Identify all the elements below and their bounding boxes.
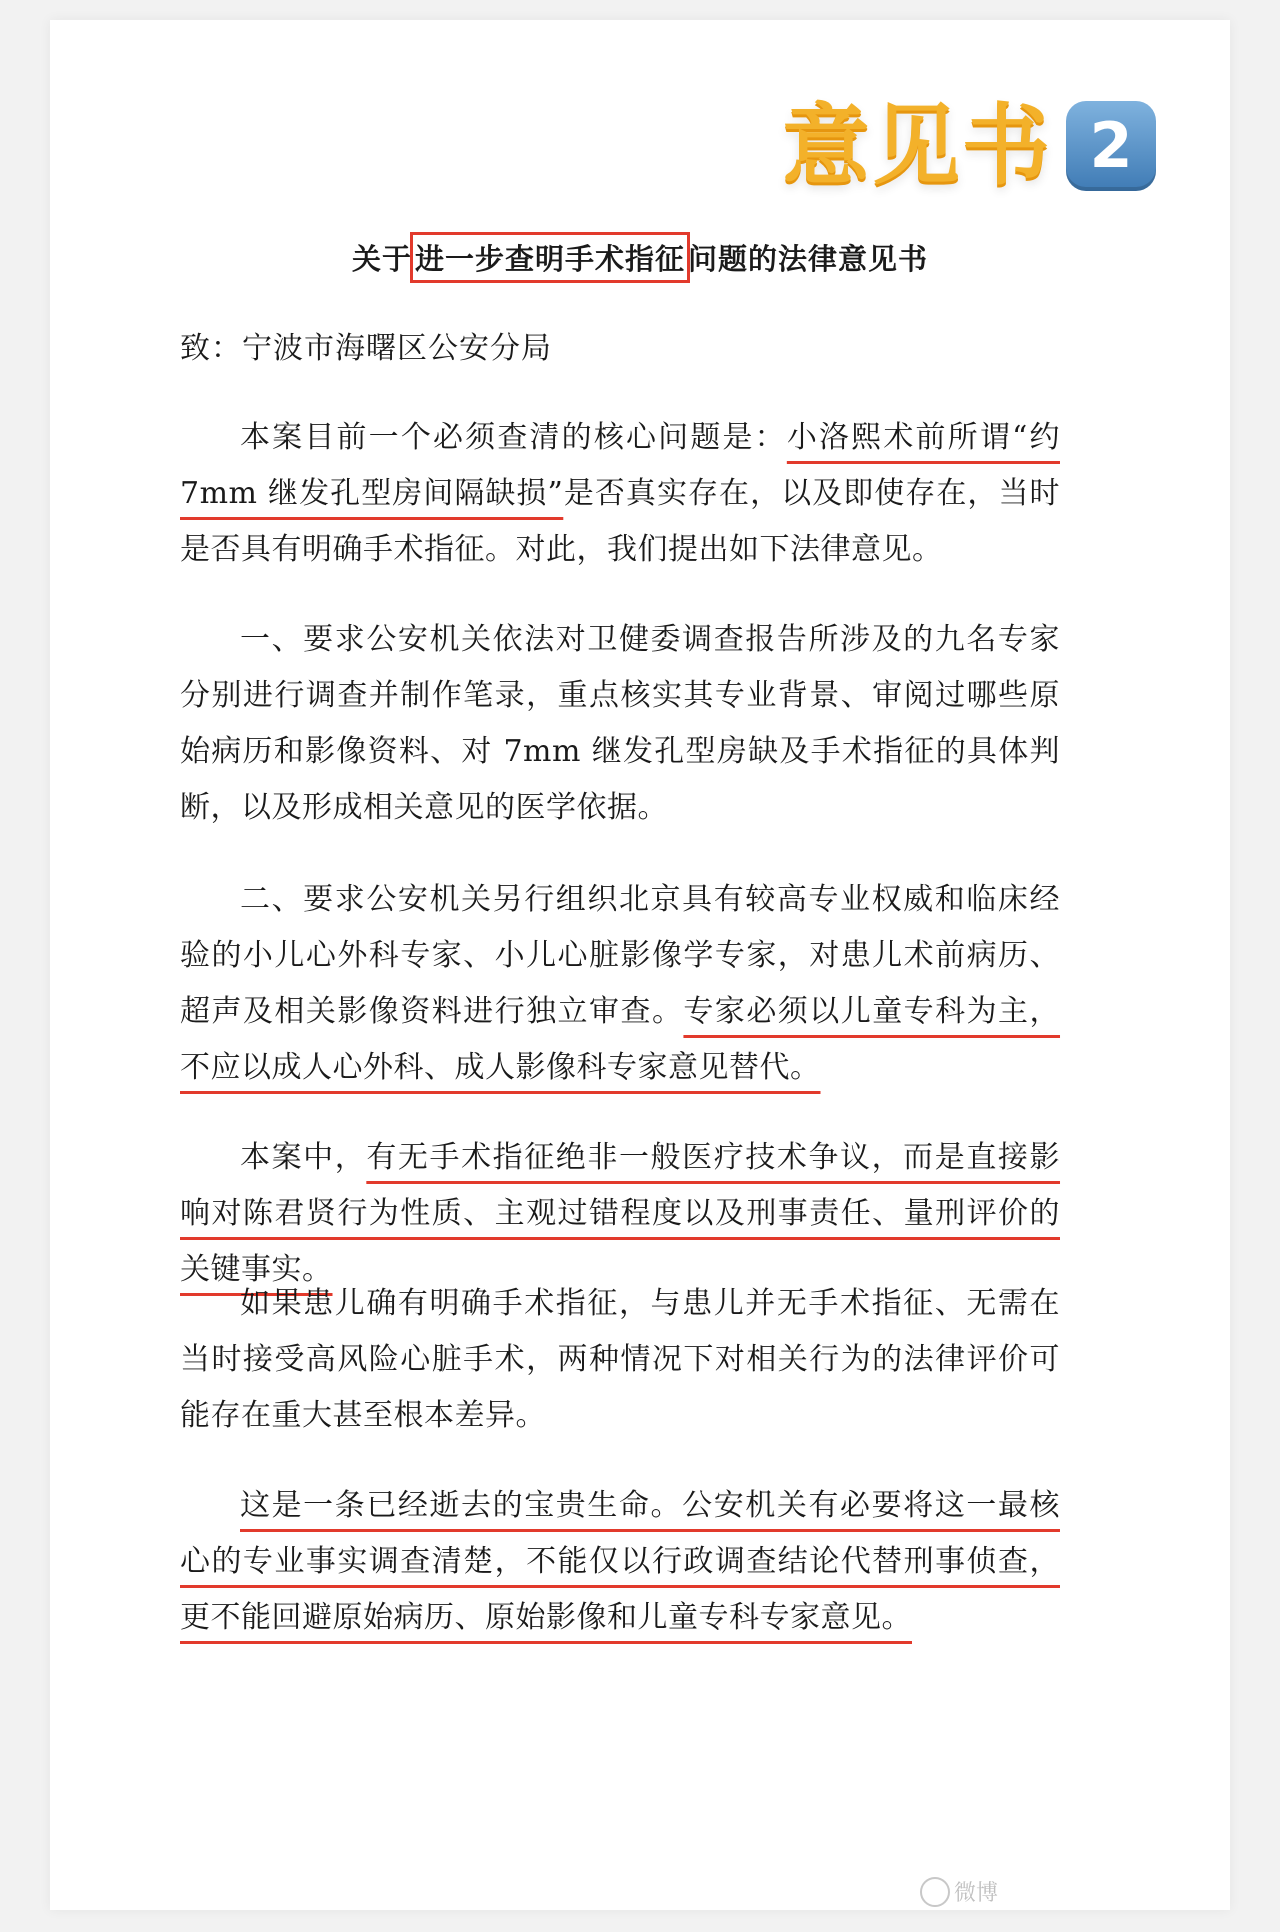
paragraph-key-fact xyxy=(180,1130,1060,1298)
underlined-text: 专家必须以儿童专科为主，不应以成人心外科、成人影像科专家意见替代。 xyxy=(180,994,1061,1085)
title-prefix: 关于 xyxy=(351,242,412,276)
title-suffix: 问题的法律意见书 xyxy=(688,242,929,276)
watermark-text: 微博 xyxy=(954,1881,999,1906)
addressee: 致：宁波市海曙区公安分局 xyxy=(180,331,552,366)
underlined-text: 有无手术指征绝非一般医疗技术争议，而是直接影响对陈君贤行为性质、主观过错程度以及刑事责任、量刑评价的关键事实。 xyxy=(180,1140,1061,1287)
text-run: 是否真实存在，以及即使存在，当时是否具有明确手术指征。对此，我们提出如下法律意见。 xyxy=(180,476,1060,567)
underlined-text: 小洛熙术前所谓“约 7mm 继发孔型房间隔缺损” xyxy=(180,420,1060,511)
title-highlight-box: 进一步查明手术指征 xyxy=(410,232,690,283)
text-run: 本案中， xyxy=(240,1140,367,1175)
paragraph-legal-evaluation: 如果患儿确有明确手术指征，与患儿并无手术指征、无需在当时接受高风险心脏手术，两种情况下对相关行为的法律评价可能存在重大甚至根本差异。 xyxy=(180,1286,1060,1433)
number-badge-icon: 2 xyxy=(1066,101,1156,191)
watermark xyxy=(920,1876,998,1907)
text-run: 二、要求公安机关另行组织北京具有较高专业权威和临床经验的小儿心外科专家、小儿心脏影像学专家，对患儿术前病历、超声及相关影像资料进行独立审查。 xyxy=(180,882,1060,1029)
weibo-logo-icon xyxy=(920,1877,950,1907)
paragraph-opinion-2 xyxy=(180,872,1060,1096)
text-run: 本案目前一个必须查清的核心问题是： xyxy=(240,420,787,455)
document-title xyxy=(0,232,1280,283)
paragraph-conclusion xyxy=(180,1478,1060,1646)
paragraph-opinion-1: 一、要求公安机关依法对卫健委调查报告所涉及的九名专家分别进行调查并制作笔录，重点核实其专业背景、审阅过哪些原始病历和影像资料、对 7mm 继发孔型房缺及手术指征的具体判断，以及形成相关意见的医学依据。 xyxy=(180,622,1060,825)
stamp-text: 意见书 xyxy=(782,94,1053,197)
underlined-text: 这是一条已经逝去的宝贵生命。公安机关有必要将这一最核心的专业事实调查清楚，不能仅以行政调查结论代替刑事侦查，更不能回避原始病历、原始影像和儿童专科专家意见。 xyxy=(180,1488,1060,1635)
paragraph-core-issue xyxy=(180,410,1060,578)
stamp-heading xyxy=(782,94,1156,197)
